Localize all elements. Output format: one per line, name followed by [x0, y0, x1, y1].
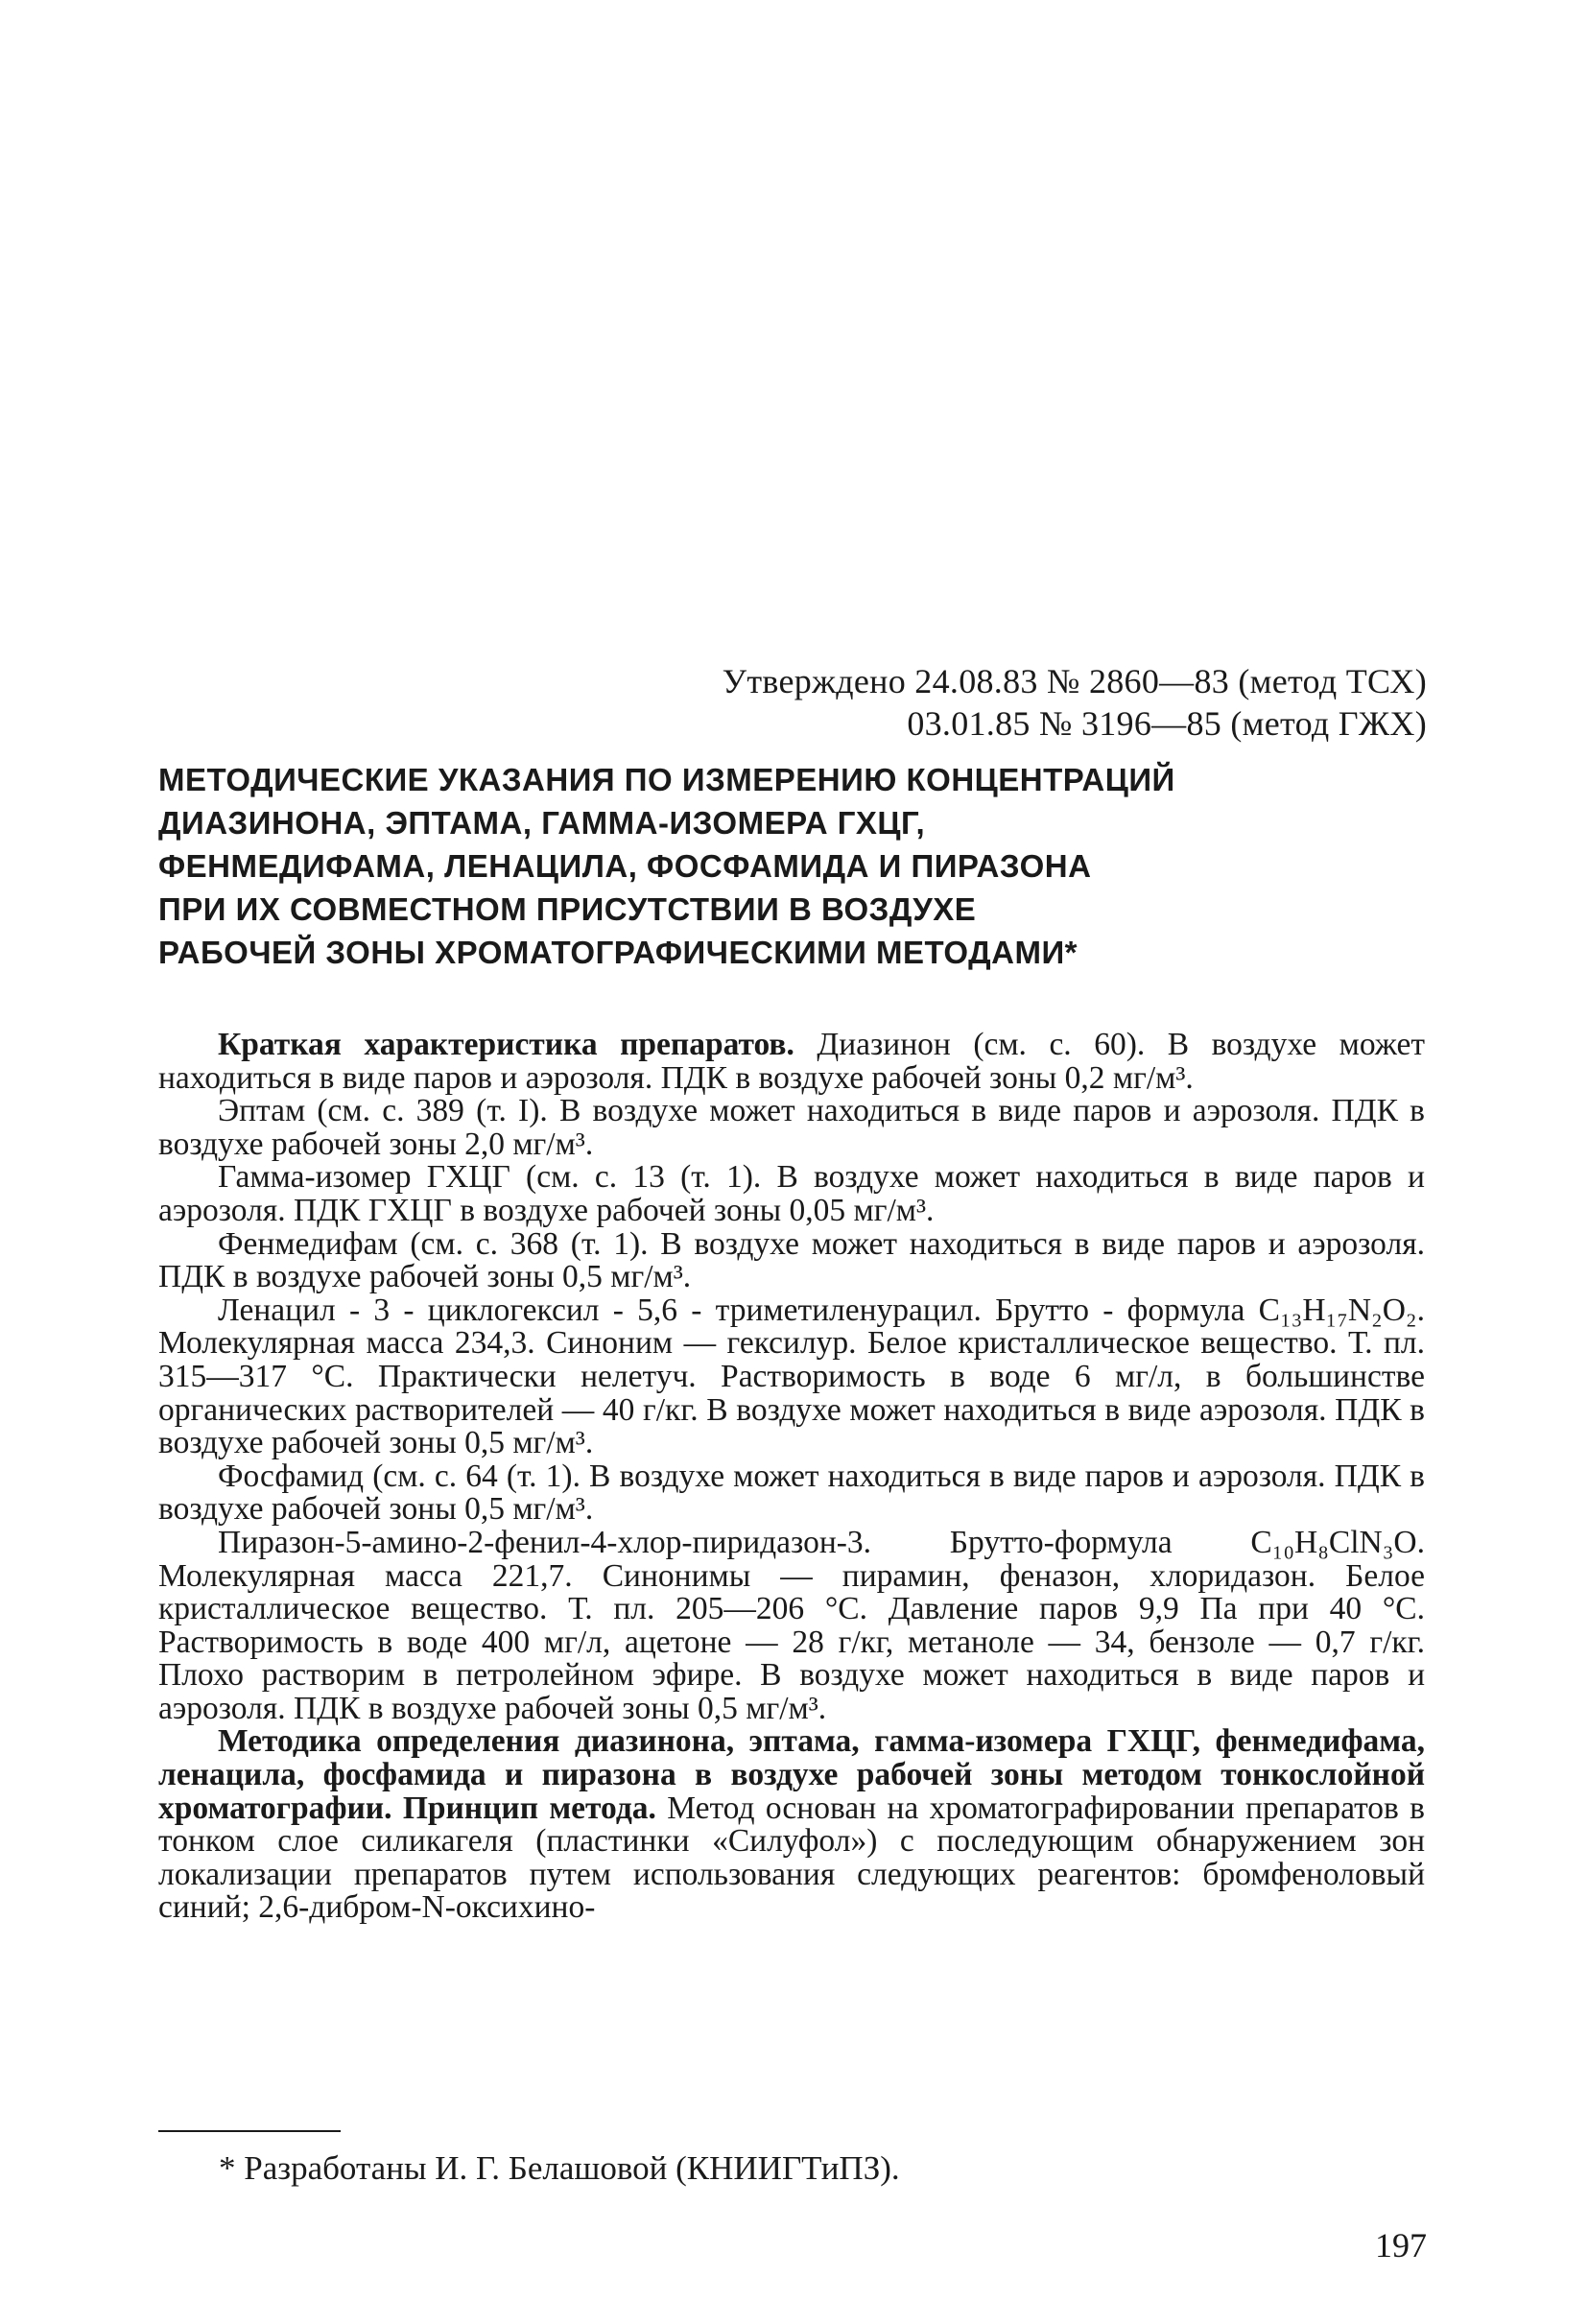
approval-line-1: Утверждено 24.08.83 № 2860—83 (метод ТСХ): [722, 662, 1427, 700]
paragraph-eptam: Эптам (см. с. 389 (т. I). В воздухе может находиться в виде паров и аэрозоля. ПДК в воздухе рабочей зоны 2,0 мг/м³.: [158, 1093, 1425, 1162]
paragraph-gamma-isomer: Гамма-изомер ГХЦГ (см. с. 13 (т. 1). В воздухе может находиться в виде паров и аэрозоля. ПДК ГХЦГ в воздухе рабочей зоны 0,05 мг/м³.: [158, 1159, 1425, 1228]
method-title: Методика определения диазинона, эптама, гамма-изомера ГХЦГ, фенмедифама, ленацила, фосфамида и пиразона в воздухе рабочей зоны методом тонкослойной хроматографии.: [158, 1723, 1425, 1826]
section-lead: Краткая характеристика препаратов.: [218, 1027, 794, 1062]
body-text: [158, 1029, 1425, 1925]
title-line-4: ПРИ ИХ СОВМЕСТНОМ ПРИСУТСТВИИ В ВОЗДУХЕ: [158, 891, 977, 927]
document-title: [158, 758, 1444, 974]
paragraph-pyrazon: Пиразон-5-амино-2-фенил-4-хлор-пиридазон-3. Брутто-формула C₁₀H₈ClN₃O. Молекулярная масса 221,7. Синонимы — пирамин, феназон, хлоридазон. Белое кристаллическое вещество. Т. пл. 205—206 °С. Давление паров 9,9 Па при 40 °С. Растворимость в воде 400 мг/л, ацетоне — 28 г/кг, метаноле — 34, бензоле — 0,7 г/кг. Плохо растворим в петролейном эфире. В воздухе может находиться в виде паров и аэрозоля. ПДК в воздухе рабочей зоны 0,5 мг/м³.: [158, 1524, 1425, 1726]
title-line-5: РАБОЧЕЙ ЗОНЫ ХРОМАТОГРАФИЧЕСКИМИ МЕТОДАМИ*: [158, 935, 1078, 970]
method-principle-text: Метод основан на хроматографировании препаратов в тонком слое силикагеля (пластинки «Силуфол») с последующим обнаружением зон локализации препаратов путем использования следующих реагентов: бромфеноловый синий; 2,6-дибром-N-оксихино-: [158, 1790, 1425, 1926]
paragraph-text: Диазинон (см. с. 60). В воздухе может находиться в виде паров и аэрозоля. ПДК в воздухе рабочей зоны 0,2 мг/м³.: [158, 1027, 1425, 1096]
paragraph-phenmedipham: Фенмедифам (см. с. 368 (т. 1). В воздухе может находиться в виде паров и аэрозоля. ПДК в воздухе рабочей зоны 0,5 мг/м³.: [158, 1225, 1425, 1295]
paragraph-lenacil: Ленацил - 3 - циклогексил - 5,6 - триметиленурацил. Брутто - формула C₁₃H₁₇N₂O₂. Молекулярная масса 234,3. Синоним — гексилур. Белое кристаллическое вещество. Т. пл. 315—317 °С. Практически нелетуч. Растворимость в воде 6 мг/л, в большинстве органических растворителей — 40 г/кг. В воздухе может находиться в виде аэрозоля. ПДК в воздухе рабочей зоны 0,5 мг/м³.: [158, 1292, 1425, 1461]
paragraph-phosphamide: Фосфамид (см. с. 64 (т. 1). В воздухе может находиться в виде паров и аэрозоля. ПДК в воздухе рабочей зоны 0,5 мг/м³.: [158, 1458, 1425, 1528]
footnote-divider: [158, 2130, 341, 2132]
title-line-1: МЕТОДИЧЕСКИЕ УКАЗАНИЯ ПО ИЗМЕРЕНИЮ КОНЦЕНТРАЦИЙ: [158, 762, 1175, 797]
paragraph-diazinon: [158, 1029, 1425, 1095]
title-line-2: ДИАЗИНОНА, ЭПТАМА, ГАММА-ИЗОМЕРА ГХЦГ,: [158, 805, 926, 841]
approval-note: [723, 660, 1427, 745]
method-principle-label: Принцип метода.: [391, 1790, 656, 1826]
page-number: 197: [1375, 2226, 1427, 2265]
paragraph-method: [158, 1725, 1425, 1925]
approval-line-2: 03.01.85 № 3196—85 (метод ГЖХ): [907, 704, 1427, 743]
title-line-3: ФЕНМЕДИФАМА, ЛЕНАЦИЛА, ФОСФАМИДА И ПИРАЗОНА: [158, 848, 1092, 884]
footnote: * Разработаны И. Г. Белашовой (КНИИГТиПЗ).: [219, 2149, 900, 2187]
